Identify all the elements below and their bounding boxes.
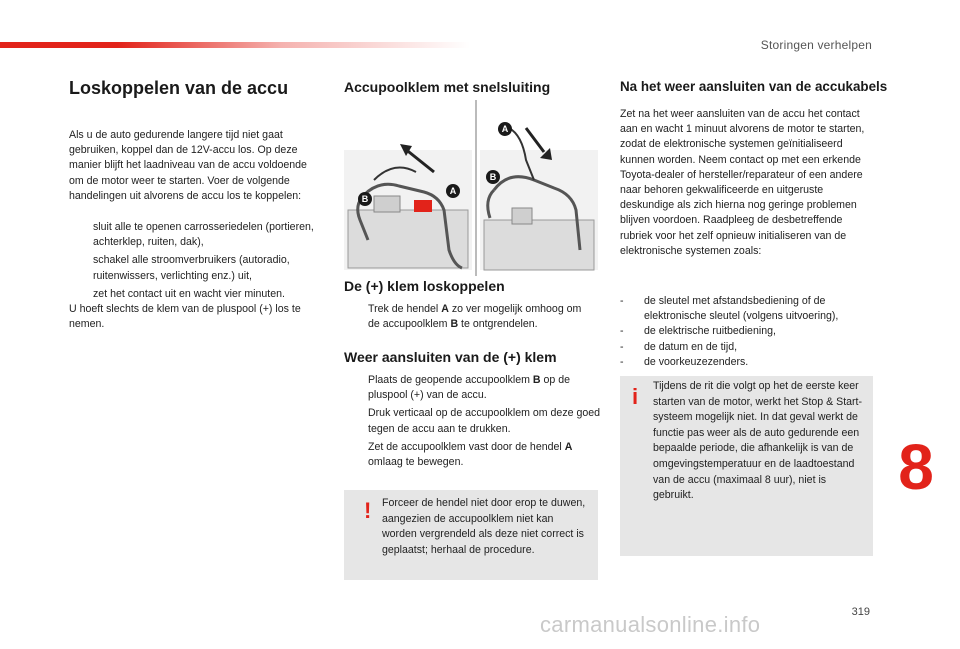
label-b: B	[358, 192, 372, 206]
warning-text: Forceer de hendel niet door erop te duwen, aangezien de accupoolklem niet kan worden vergrendeld als deze niet correct is geplaatst; herhaal de procedure.	[382, 497, 586, 556]
list-item: zet het contact uit en wacht vier minuten.	[93, 287, 285, 300]
list-item: sluit alle te openen carrosseriedelen (portieren, achterklep, ruiten, dak),	[93, 221, 314, 249]
page-number: 319	[851, 606, 870, 618]
list-item: - de elektrische ruitbediening,	[620, 324, 874, 339]
warning-box	[344, 490, 598, 580]
list-item: Plaats de geopende accupoolklem B op de pluspool (+) van de accu.	[368, 374, 571, 402]
list-item: - de sleutel met afstandsbediening of de elektronische sleutel (volgens uitvoering),	[620, 295, 839, 323]
dash-marker: -	[620, 340, 624, 353]
page-title: Loskoppelen van de accu	[69, 78, 289, 98]
list-item: Zet de accupoolklem vast door de hendel A omlaag te bewegen.	[368, 440, 573, 469]
reinit-systems-list	[620, 294, 874, 370]
chapter-number: 8	[898, 431, 934, 503]
list-item: - de datum en de tijd,	[620, 340, 874, 355]
battery-clamp-illustration	[344, 100, 598, 276]
clamp-diagram	[344, 100, 598, 276]
intro-paragraph: Als u de auto gedurende langere tijd niet gaat gebruiken, koppel dan de 12V-accu los. Op deze manier blijft het laadniveau van de accu voldoende om de motor weer te starten. Voer de volgende handelingen uit alvorens de accu los te koppelen:	[69, 129, 307, 202]
dash-marker: -	[620, 355, 624, 368]
header-accent-bar	[0, 42, 470, 48]
list-item: Trek de hendel A zo ver mogelijk omhoog om de accupoolklem B te ontgrendelen.	[368, 303, 582, 331]
reconnect-list	[344, 373, 600, 473]
preparation-list	[69, 220, 321, 305]
info-text: Tijdens de rit die volgt op het de eerste keer starten van de motor, werkt het Stop & Start-systeem mogelijk niet. In dat geval werkt de functie pas weer als de auto gedurende een bepaalde periode, die afhankelijk is van de omgevingstemperatuur en de laadtoestand van de accu (maximaal 8 uur), niet is gebruikt.	[653, 380, 863, 502]
dash-marker: -	[620, 325, 624, 338]
section-title: Storingen verhelpen	[760, 38, 872, 52]
after-reconnect-title: Na het weer aansluiten van de accukabels	[620, 79, 888, 94]
label-b: B	[486, 170, 500, 184]
info-icon: i	[632, 384, 639, 409]
label-a: A	[446, 184, 460, 198]
info-box	[620, 376, 873, 556]
reconnect-title: Weer aansluiten van de (+) klem	[344, 349, 557, 365]
list-item: Druk verticaal op de accupoolklem om deze goed tegen de accu aan te drukken.	[368, 407, 601, 435]
outro-paragraph: U hoeft slechts de klem van de pluspool (+) los te nemen.	[69, 303, 301, 331]
disconnect-list	[344, 302, 596, 335]
warning-icon: !	[364, 498, 372, 523]
label-a: A	[498, 122, 512, 136]
dash-marker: -	[620, 295, 624, 307]
list-item: schakel alle stroomverbruikers (autoradio, ruitenwissers, verlichting enz.) uit,	[93, 254, 290, 282]
list-item: - de voorkeuzezenders.	[620, 355, 874, 370]
watermark: carmanualsonline.info	[540, 612, 761, 637]
disconnect-title: De (+) klem loskoppelen	[344, 278, 505, 294]
quick-clamp-title: Accupoolklem met snelsluiting	[344, 79, 551, 95]
after-reconnect-paragraph: Zet na het weer aansluiten van de accu het contact aan en wacht 1 minuut alvorens de motor te starten, zodat de elektronische systemen geïnitialiseerd kunnen worden. Neem contact op met een erkende Toyota-dealer of hersteller/reparateur of een andere naar behoren gekwalificeerde en uitgeruste deskundige als zich hierna nog geringe problemen blijven voordoen. Raadpleeg de desbetreffende rubriek voor het zelf opnieuw initialiseren van de elektronische systemen zoals:	[620, 108, 865, 257]
